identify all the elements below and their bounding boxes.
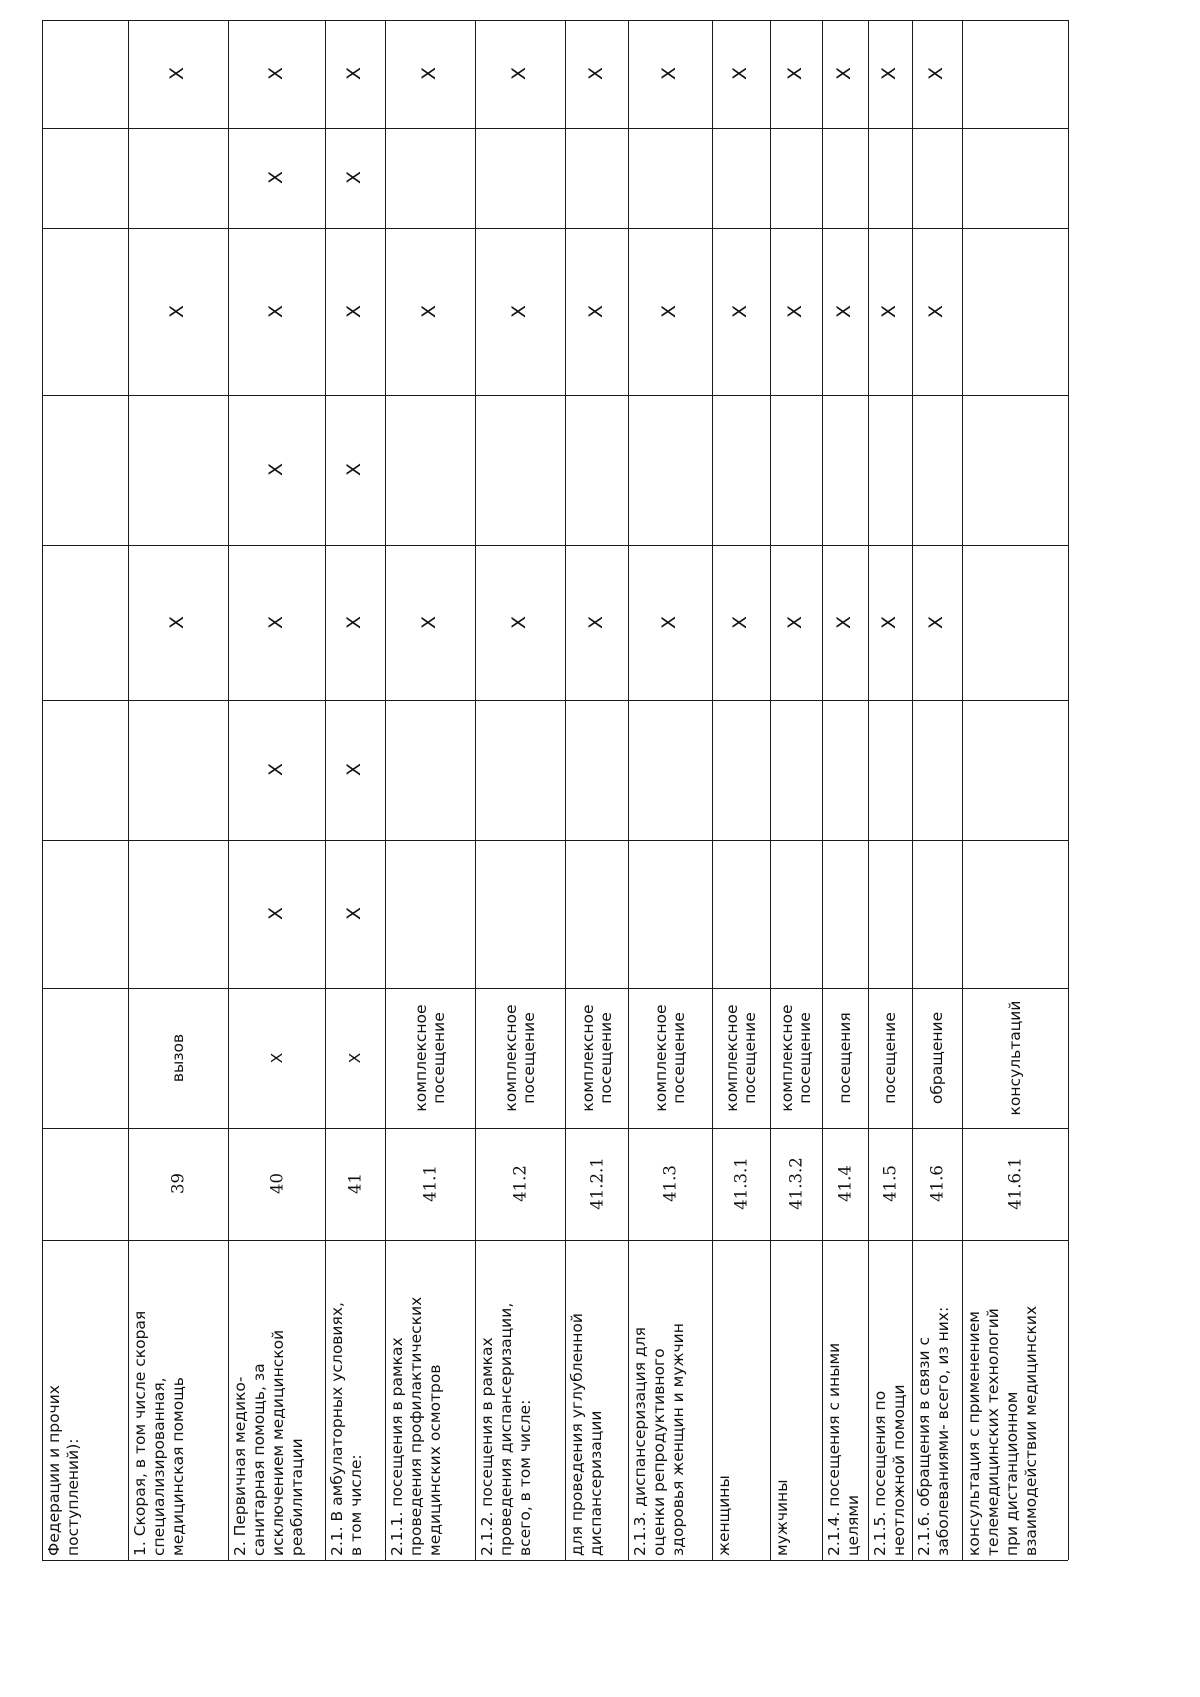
row-label-line: проведения профилактических — [407, 1296, 425, 1556]
row-code: 41.3.1 — [731, 1157, 751, 1210]
row-label-line: реабилитации — [288, 1438, 306, 1556]
cross-mark: X — [784, 615, 807, 629]
row-label-line: телемедицинских технологий — [984, 1308, 1002, 1556]
row-label-line: специализированная, — [150, 1377, 168, 1556]
row-label — [328, 1302, 366, 1556]
row-unit-line: X — [346, 1052, 364, 1064]
row-unit — [928, 993, 946, 1123]
row-label — [871, 1384, 909, 1556]
grid-horizontal-line — [42, 228, 1068, 229]
row-label-line: 2.1.1. посещения в рамках — [388, 1337, 406, 1556]
grid-vertical-line — [228, 20, 229, 1560]
cross-mark: X — [343, 66, 366, 81]
grid-vertical-line — [822, 20, 823, 1560]
row-code: 41 — [345, 1173, 365, 1194]
cross-mark: X — [418, 304, 441, 318]
row-unit-line: X — [267, 1052, 286, 1064]
row-label-line: исключением медицинской — [269, 1329, 287, 1556]
row-code: 41.2 — [510, 1165, 530, 1202]
row-unit-line: посещение — [670, 1012, 688, 1104]
cross-mark: X — [833, 304, 856, 318]
row-label — [568, 1313, 606, 1556]
row-unit-line: посещение — [741, 1012, 759, 1104]
row-label — [131, 1311, 188, 1556]
row-unit — [502, 993, 538, 1123]
cross-mark: X — [508, 66, 531, 81]
cross-mark: X — [729, 66, 752, 81]
cross-mark: X — [833, 615, 856, 629]
cross-mark: X — [878, 66, 901, 81]
row-label-line: 2.1. В амбулаторных условиях, — [328, 1302, 346, 1556]
row-label-line: оценки репродуктивного — [650, 1348, 668, 1556]
cross-mark: X — [584, 66, 607, 81]
row-label — [825, 1343, 863, 1556]
row-label-line: 2.1.3. диспансеризация для — [631, 1327, 649, 1556]
row-unit-line: комплексное — [578, 1004, 597, 1112]
row-code: 41.2.1 — [587, 1157, 606, 1210]
row-unit — [778, 993, 814, 1123]
cross-mark: X — [729, 615, 752, 629]
grid-vertical-line — [475, 20, 476, 1560]
row-code: 39 — [168, 1173, 188, 1194]
row-code: 41.3.2 — [786, 1157, 806, 1210]
row-label-line: целями — [844, 1494, 862, 1556]
grid-vertical-line — [385, 20, 386, 1560]
grid-horizontal-line — [42, 1128, 1068, 1129]
row-unit — [579, 993, 615, 1123]
grid-vertical-line — [628, 20, 629, 1560]
row-unit — [169, 993, 187, 1123]
row-unit — [268, 993, 286, 1123]
grid-vertical-line — [912, 20, 913, 1560]
row-label-line: 1. Скорая, в том числе скорая — [131, 1310, 149, 1556]
cross-mark: X — [264, 462, 287, 477]
row-label-line: медицинских осмотров — [426, 1364, 444, 1556]
row-unit-line: вызов — [169, 1033, 187, 1083]
row-label-line: диспансеризации — [587, 1410, 605, 1556]
grid-vertical-line — [712, 20, 713, 1560]
row-unit-line: посещение — [520, 1012, 538, 1104]
row-label-line: при дистанционном — [1003, 1391, 1021, 1556]
grid-vertical-line — [42, 20, 43, 1560]
row-unit — [346, 993, 364, 1123]
cross-mark: X — [264, 170, 287, 185]
row-unit-line: посещение — [881, 1012, 899, 1104]
cross-mark: X — [166, 304, 189, 318]
row-unit-line: комплексное — [412, 1004, 430, 1112]
grid-vertical-line — [565, 20, 566, 1560]
cross-mark: X — [343, 906, 366, 921]
row-unit-line: посещения — [836, 1012, 854, 1104]
row-label-line: Федерации и прочих — [45, 1385, 63, 1556]
grid-vertical-line — [325, 20, 326, 1560]
grid-vertical-line — [1068, 20, 1069, 1560]
row-code: 40 — [267, 1173, 286, 1194]
row-label-line: для проведения углубленной — [568, 1313, 586, 1556]
row-code: 41.3 — [660, 1165, 680, 1202]
row-unit — [1006, 993, 1024, 1123]
grid-horizontal-line — [42, 988, 1068, 989]
cross-mark: X — [264, 906, 287, 921]
cross-mark: X — [878, 615, 901, 629]
row-unit-line: комплексное — [778, 1004, 796, 1112]
grid-vertical-line — [128, 20, 129, 1560]
cross-mark: X — [264, 615, 287, 629]
cross-mark: X — [729, 304, 752, 318]
cross-mark: X — [418, 66, 441, 81]
row-unit — [881, 993, 899, 1123]
row-label-line: 2.1.5. посещения по — [871, 1390, 889, 1556]
grid-horizontal-line — [42, 545, 1068, 546]
grid-horizontal-line — [42, 1560, 1068, 1561]
row-label-line: всего, в том числе: — [516, 1399, 534, 1556]
cross-mark: X — [166, 66, 189, 81]
row-label-line: 2.1.2. посещения в рамках — [478, 1337, 496, 1556]
cross-mark: X — [508, 615, 531, 629]
cross-mark: X — [833, 66, 856, 81]
cross-mark: X — [508, 304, 531, 318]
row-code: 41.6 — [927, 1165, 947, 1202]
row-label-line: консультация с применением — [965, 1311, 983, 1556]
row-label — [915, 1307, 953, 1556]
row-unit-line: консультаций — [1006, 1000, 1024, 1116]
row-label-line: взаимодействии медицинских — [1022, 1305, 1040, 1556]
row-label-line: здоровья женщин и мужчин — [669, 1323, 687, 1556]
cross-mark: X — [418, 615, 441, 629]
cross-mark: X — [784, 304, 807, 318]
row-unit-line: посещение — [430, 1012, 448, 1104]
row-unit — [723, 993, 759, 1123]
cross-mark: X — [925, 304, 948, 318]
row-label — [45, 1385, 83, 1556]
row-code: 41.6.1 — [1005, 1157, 1025, 1210]
cross-mark: X — [658, 615, 681, 629]
row-label-line: мужчины — [773, 1479, 791, 1556]
grid-horizontal-line — [42, 20, 1068, 21]
grid-vertical-line — [962, 20, 963, 1560]
row-unit-line: комплексное — [652, 1004, 670, 1112]
cross-mark: X — [166, 615, 189, 629]
cross-mark: X — [925, 66, 948, 81]
row-unit-line: комплексное — [502, 1004, 520, 1112]
grid-horizontal-line — [42, 128, 1068, 129]
cross-mark: X — [343, 762, 366, 777]
cross-mark: X — [343, 304, 366, 318]
cross-mark: X — [784, 66, 807, 81]
grid-vertical-line — [868, 20, 869, 1560]
row-label — [388, 1297, 445, 1556]
row-label-line: 2. Первичная медико- — [231, 1376, 249, 1556]
row-unit — [836, 993, 854, 1123]
row-label-line: 2.1.6. обращения в связи с — [915, 1336, 933, 1556]
row-label — [715, 1475, 734, 1556]
row-label-line: в том числе: — [347, 1454, 365, 1556]
row-label-line: 2.1.4. посещения с иными — [825, 1342, 843, 1556]
row-label-line: заболеваниями- всего, из них: — [934, 1306, 952, 1556]
row-label-line: медицинская помощь — [169, 1377, 187, 1556]
row-label — [631, 1323, 688, 1556]
cross-mark: X — [343, 170, 366, 185]
cross-mark: X — [264, 66, 287, 81]
row-unit — [412, 993, 448, 1123]
cross-mark: X — [264, 762, 287, 777]
cross-mark: X — [264, 304, 287, 318]
row-unit — [652, 993, 688, 1123]
cross-mark: X — [343, 462, 366, 477]
row-label — [231, 1330, 307, 1556]
row-unit-line: посещение — [596, 1012, 615, 1104]
row-label-line: неотложной помощи — [890, 1384, 908, 1556]
row-code: 41.1 — [420, 1165, 440, 1202]
cross-mark: X — [925, 615, 948, 629]
cross-mark: X — [658, 66, 681, 81]
grid-horizontal-line — [42, 700, 1068, 701]
cross-mark: X — [878, 304, 901, 318]
grid-vertical-line — [770, 20, 771, 1560]
row-label-line: поступлений): — [64, 1438, 82, 1556]
grid-horizontal-line — [42, 1240, 1068, 1241]
row-unit-line: комплексное — [723, 1004, 741, 1112]
grid-horizontal-line — [42, 395, 1068, 396]
row-code: 41.4 — [835, 1165, 855, 1202]
row-label — [965, 1306, 1041, 1556]
row-label-line: женщины — [715, 1475, 733, 1556]
cross-mark: X — [343, 615, 366, 629]
row-unit-line: посещение — [796, 1012, 814, 1104]
cross-mark: X — [584, 304, 607, 318]
row-label-line: проведения диспансеризации, — [497, 1302, 515, 1556]
row-label-line: санитарная помощь, за — [250, 1363, 268, 1556]
row-unit-line: обращение — [928, 1011, 946, 1105]
cross-mark: X — [658, 304, 681, 318]
grid-horizontal-line — [42, 840, 1068, 841]
cross-mark: X — [584, 615, 607, 629]
row-label — [478, 1303, 535, 1556]
row-label — [773, 1480, 792, 1556]
row-code: 41.5 — [880, 1165, 900, 1202]
